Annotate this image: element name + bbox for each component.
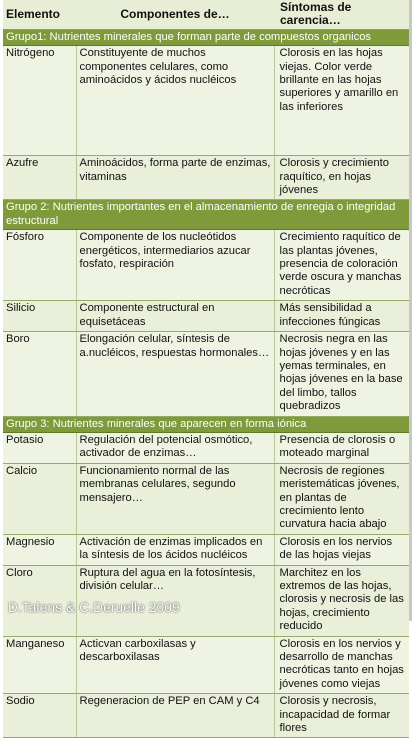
components-cell: Constituyente de muchos componentes celulares, como aminoácidos y ácidos nucléicos (76, 46, 274, 156)
symptoms-cell: Marchitez en los extremos de las hojas, clorosis y necrosis de las hojas, crecimiento reducido (274, 565, 409, 636)
element-cell: Fósforo (3, 230, 76, 301)
symptoms-cell: Crecimiento raquítico de las plantas jóvenes, presencia de coloración verde oscura y manchas necróticas (274, 230, 409, 301)
components-cell: Aminoácidos, forma parte de enzimas, vitaminas (76, 156, 274, 200)
components-cell: Acticvan carboxilasas y descarboxilasas (76, 636, 274, 694)
group-row (3, 29, 409, 45)
nutrient-table (3, 0, 409, 738)
table-row (3, 332, 409, 416)
table-row (3, 432, 409, 463)
components-cell: Regulación del potencial osmótico, activador de enzimas… (76, 432, 274, 463)
header-elemento: Elemento (3, 0, 76, 29)
components-cell: Activación de enzimas implicados en la síntesis de los ácidos nucléicos (76, 534, 274, 565)
components-cell: Regeneracion de PEP en CAM y C4 (76, 694, 274, 738)
element-cell: Nitrógeno (3, 46, 76, 156)
table-header-row (3, 0, 409, 29)
nutrient-table-image (3, 0, 412, 735)
table-row (3, 46, 409, 156)
element-cell: Magnesio (3, 534, 76, 565)
group-row (3, 200, 409, 230)
element-cell: Calcio (3, 463, 76, 534)
components-cell: Funcionamiento normal de las membranas celulares, segundo mensajero… (76, 463, 274, 534)
components-cell: Componente estructural en equisetáceas (76, 301, 274, 332)
symptoms-cell: Clorosis en los nervios y desarrollo de manchas necróticas tanto en hojas jóvenes como viejas (274, 636, 409, 694)
header-sintomas: Síntomas de carencia… (274, 0, 409, 29)
group-title: Grupo1: Nutrientes minerales que forman parte de compuestos organicos (3, 29, 409, 45)
element-cell: Sodio (3, 694, 76, 738)
table-row (3, 636, 409, 694)
watermark-credit: D.Talens & C.Deruelle 2009 (8, 600, 180, 615)
symptoms-cell: Necrosis negra en las hojas jóvenes y en las yemas terminales, en hojas jóvenes en la base del limbo, tallos quebradizos (274, 332, 409, 416)
symptoms-cell: Presencia de clorosis o moteado marginal (274, 432, 409, 463)
table-row (3, 230, 409, 301)
element-cell: Boro (3, 332, 76, 416)
symptoms-cell: Más sensibilidad a infecciones fúngicas (274, 301, 409, 332)
group-title: Grupo 2: Nutrientes importantes en el almacenamiento de enregia o integridad estructural (3, 200, 409, 230)
symptoms-cell: Necrosis de regiones meristemáticas jóvenes, en plantas de crecimiento lento curvatura hacia abajo (274, 463, 409, 534)
group-title: Grupo 3: Nutrientes minerales que aparecen en forma iónica (3, 416, 409, 432)
element-cell: Potasio (3, 432, 76, 463)
symptoms-cell: Clorosis y crecimiento raquítico, en hojas jóvenes (274, 156, 409, 200)
header-componentes: Componentes de… (76, 0, 274, 29)
table-row (3, 301, 409, 332)
components-cell: Componente de los nucleótidos energéticos, intermediarios azucar fosfato, respiración (76, 230, 274, 301)
table-row (3, 534, 409, 565)
components-cell: Elongación celular, síntesis de a.nucléicos, respuestas hormonales… (76, 332, 274, 416)
table-row (3, 463, 409, 534)
element-cell: Manganeso (3, 636, 76, 694)
group-row (3, 416, 409, 432)
table-row (3, 156, 409, 200)
symptoms-cell: Clorosis y necrosis, incapacidad de formar flores (274, 694, 409, 738)
symptoms-cell: Clorosis en los nervios de las hojas viejas (274, 534, 409, 565)
element-cell: Silicio (3, 301, 76, 332)
element-cell: Azufre (3, 156, 76, 200)
table-row (3, 694, 409, 738)
element-cell: Cloro (3, 565, 76, 636)
symptoms-cell: Clorosis en las hojas viejas. Color verde brillante en las hojas superiores y amarillo en las inferiores (274, 46, 409, 156)
components-cell: Ruptura del agua en la fotosíntesis, división celular… (76, 565, 274, 636)
